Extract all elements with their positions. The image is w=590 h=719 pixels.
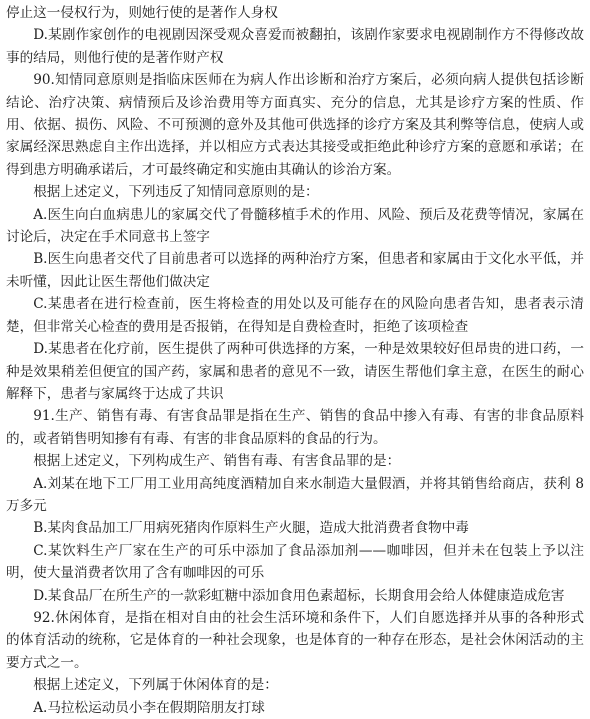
option-paragraph: C.某患者在进行检查前，医生将检查的用处以及可能存在的风险向患者告知，患者表示清楚，但非常关心检查的费用是否报销，在得知是自费检查时，拒绝了该项检查 <box>6 296 584 335</box>
option-paragraph: C.某饮料生产厂家在生产的可乐中添加了食品添加剂——咖啡因，但并未在包装上予以注明，使大量消费者饮用了含有咖啡因的可乐 <box>6 542 584 582</box>
question-90-paragraph: 90.知情同意原则是指临床医师在为病人作出诊断和治疗方案后，必须向病人提供包括诊断结论、治疗决策、病情预后及诊治费用等方面真实、充分的信息，尤其是诊疗方案的性质、作用、依据、损伤、风险、不可预测的意外及其他可供选择的诊疗方案及其利弊等信息，使病人或家属经深思熟虑自主作出选择，并以相应方式表达其接受或拒绝此种诊疗方案的意愿和承诺；在得到患方明确承诺后，才可最终确定和实施由其确认的诊治方案。 <box>6 72 584 178</box>
question-prompt: 根据上述定义，下列违反了知情同意原则的是： <box>33 184 319 201</box>
option-paragraph: D.某剧作家创作的电视剧因深受观众喜爱而被翻拍，该剧作家要求电视剧制作方不得修改故事的结局，则他行使的是著作财产权 <box>6 27 584 66</box>
option-paragraph: A.马拉松运动员小李在假期陪朋友打球 <box>33 699 265 716</box>
text-line: 停止这一侵权行为，则她行使的是著作人身权 <box>6 5 278 21</box>
question-91-paragraph: 91.生产、销售有毒、有害食品罪是指在生产、销售的食品中掺入有毒、有害的非食品原料的，或者销售明知掺有有毒、有害的非食品原料的食品的行为。 <box>6 408 584 447</box>
question-prompt: 根据上述定义，下列属于休闲体育的是： <box>33 677 278 694</box>
question-prompt: 根据上述定义，下列构成生产、销售有毒、有害食品罪的是： <box>33 453 401 470</box>
option-paragraph: A.刘某在地下工厂用工业用高纯度酒精加自来水制造大量假酒，并将其销售给商店，获利 8 万多元 <box>6 475 584 514</box>
question-92-paragraph: 92.休闲体育，是指在相对自由的社会生活环境和条件下，人们自愿选择并从事的各种形式的体育活动的统称，它是体育的一种社会现象，也是体育的一种存在形态，是社会休闲活动的主要方式之一。 <box>6 609 584 671</box>
option-paragraph: A.医生向白血病患儿的家属交代了骨髓移植手术的作用、风险、预后及花费等情况，家属在讨论后，决定在手术同意书上签字 <box>6 206 584 246</box>
option-paragraph: B.某肉食品加工厂用病死猪肉作原料生产火腿，造成大批消费者食物中毒 <box>33 520 469 537</box>
option-paragraph: D.某食品厂在所生产的一款彩虹糖中添加食用色素超标，长期食用会给人体健康造成危害 <box>33 587 565 604</box>
option-paragraph: B.医生向患者交代了目前患者可以选择的两种治疗方案，但患者和家属由于文化水平低，并未听懂，因此让医生帮他们做决定 <box>6 251 584 290</box>
option-paragraph: D.某患者在化疗前，医生提供了两种可供选择的方案，一种是效果较好但昂贵的进口药，一种是效果稍差但便宜的国产药，家属和患者的意见不一致，请医生帮他们拿主意，在医生的耐心解释下，患者与家属终于达成了共识 <box>6 341 584 402</box>
